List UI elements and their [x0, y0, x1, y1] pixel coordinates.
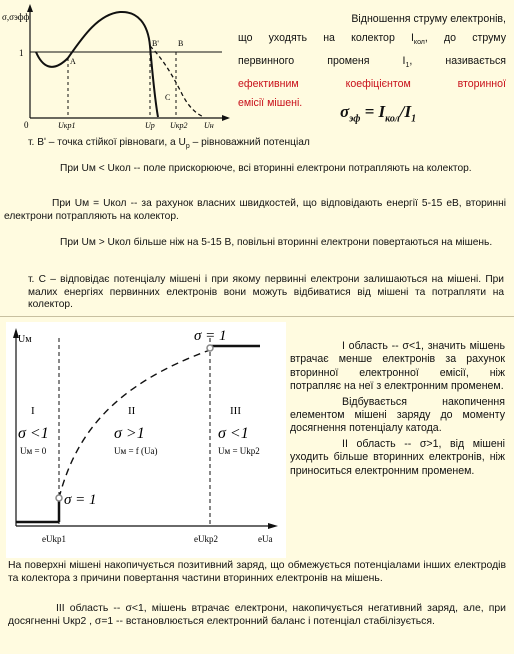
region-3-label: III [230, 405, 241, 417]
bottom-paragraph-1: На поверхні мішені накопичується позитивний заряд, що обмежується потенціалами інших електродів та колектора з причини повертання частини вторинних електронів на мішень. [8, 560, 506, 584]
region-2-potential: Uм = f (Ua) [114, 446, 158, 456]
bottom-paragraph-2: ІІІ область -- σ<1, мішень втрачає електрони, накопичується негативний заряд, але, при досягненні Uкр2 , σ=1 -- встановлюється електронний баланс і потенціал стабілізується. [8, 603, 506, 627]
y-axis-label: σ,σэфф [2, 12, 30, 22]
intro-line-red: ефективним коефіцієнтом вторинної [238, 78, 506, 91]
x-tick-ukr1: Uкр1 [58, 121, 76, 130]
potential-graph [6, 322, 286, 558]
region-2-sigma: σ >1 [114, 425, 145, 442]
intro-line: Відношення струму електронів, [351, 13, 506, 25]
paragraph-2: При Uм = Uкол -- за рахунок власних швидкостей, що відповідають енергії 5-15 еВ, вторинні електрони потрапляють на колектор. [4, 198, 506, 222]
region-1-sigma: σ <1 [18, 425, 49, 442]
divider [0, 316, 514, 317]
x-tick-un: Uн [204, 121, 214, 130]
region-1-accumulation: Відбувається накопичення елементом мішені заряду до моменту досягнення потенціалу катода. [290, 395, 505, 435]
point-a: A [70, 57, 76, 66]
sigma-equals-one-high: σ = 1 [194, 328, 227, 344]
region-1-potential: Uм = 0 [20, 446, 47, 456]
paragraph-3: При Uм > Uкол більше ніж на 5-15 В, повільні вторинні електрони повертаються на мішень. [60, 237, 493, 248]
region-2-text: ІІ область -- σ>1, від мішені уходить більше вторинних електронів, ніж приноситься електронним променем. [290, 437, 505, 477]
y-tick-one: 1 [19, 48, 24, 58]
x-tick-up: Up [145, 121, 155, 130]
intro-line: первинного променя $I_1$, називається [238, 55, 507, 70]
region-3-potential: Uм = Ukp2 [218, 446, 260, 456]
x-tick-kp2: eUkp2 [194, 534, 218, 544]
region-3-sigma: σ <1 [218, 425, 249, 442]
point-b: B [178, 39, 184, 48]
point-c: C [165, 93, 171, 102]
formula: $\sigma_{эф} = I_{кол}/I_1$ [340, 102, 417, 125]
paragraph-1: При Uм < Uкол -- поле прискорююче, всі вторинні електрони потрапляють на колектор. [60, 163, 472, 174]
point-b-prime: B' [152, 39, 159, 48]
region-description [290, 340, 505, 478]
graph-caption: т. Bʹ – точка стійкої рівноваги, а $U_р$ – рівноважний потенціал [28, 137, 310, 151]
y-axis-label-um: Uм [18, 334, 32, 345]
sigma-graph [0, 0, 236, 130]
paragraph-4: т. С – відповідає потенціалу мішені і при якому первинні електрони залишаються на мішені. При малих енергіях первинних електронів вони можуть відбиватися від мішені та потрапляти на колектор. [28, 274, 504, 311]
region-1-text: І область -- σ<1, значить мішень втрачає менше електронів за рахунок вторинної електронної емісії, ніж потрапляє на неї з електронним променем. [290, 340, 505, 393]
x-tick-kp1: eUkp1 [42, 534, 66, 544]
intro-text [238, 10, 506, 113]
origin-label: 0 [24, 120, 29, 130]
intro-line: що уходять на колектор $I_{кол}$, до струму [238, 32, 506, 47]
sigma-equals-one-low: σ = 1 [64, 492, 97, 508]
x-axis-label-ea: eUa [258, 534, 273, 544]
x-tick-ukr2: Uкр2 [170, 121, 188, 130]
intro-line-red: емісії мішені. [238, 97, 303, 110]
region-2-label: II [128, 405, 136, 417]
region-1-label: I [31, 405, 35, 417]
